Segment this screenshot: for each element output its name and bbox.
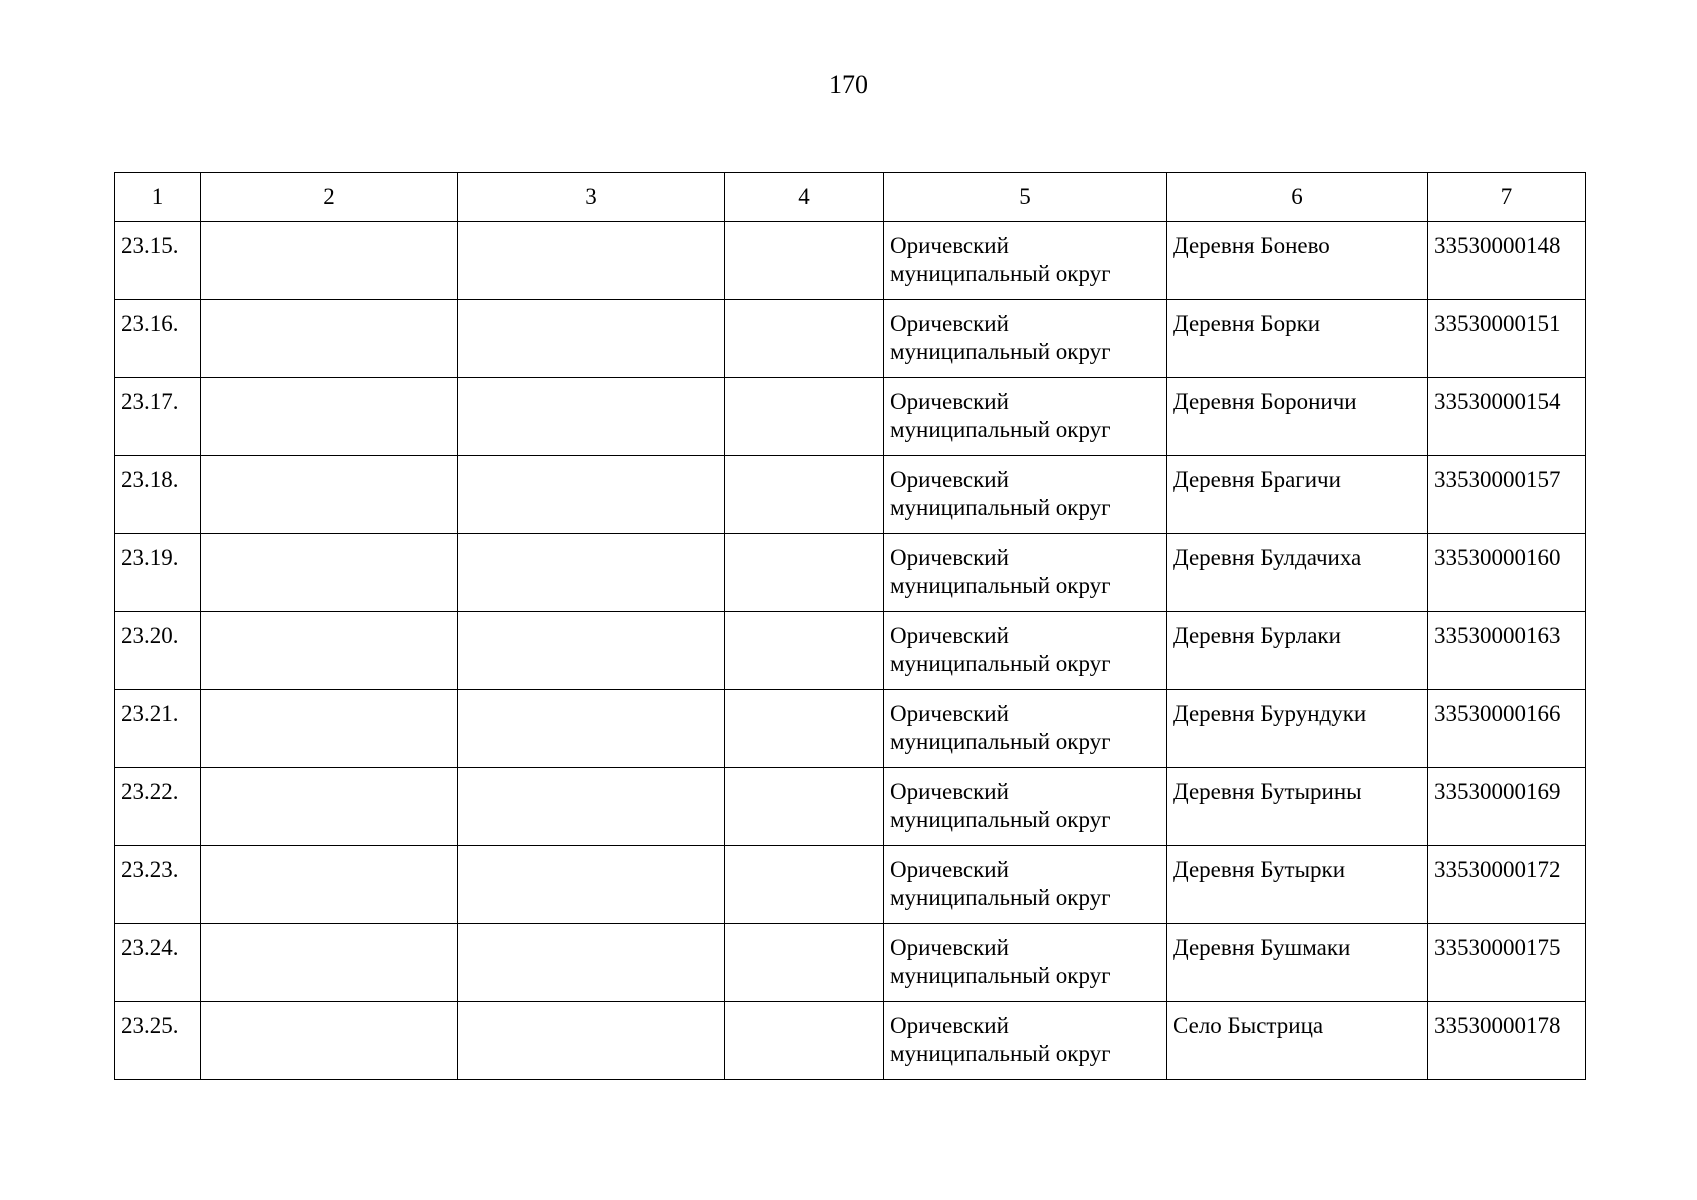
row-number-cell: 23.24.	[115, 924, 201, 1002]
table-row	[115, 378, 1586, 456]
code-cell: 33530000160	[1428, 534, 1586, 612]
table-row	[115, 222, 1586, 300]
code-cell: 33530000163	[1428, 612, 1586, 690]
empty-cell	[458, 768, 725, 846]
row-number-cell: 23.21.	[115, 690, 201, 768]
code-cell: 33530000178	[1428, 1002, 1586, 1080]
empty-cell	[201, 222, 458, 300]
code-cell: 33530000154	[1428, 378, 1586, 456]
empty-cell	[725, 300, 884, 378]
code-cell: 33530000172	[1428, 846, 1586, 924]
table-row	[115, 768, 1586, 846]
table-row	[115, 612, 1586, 690]
settlement-cell: Деревня Булдачиха	[1167, 534, 1428, 612]
empty-cell	[201, 1002, 458, 1080]
code-cell: 33530000166	[1428, 690, 1586, 768]
row-number-cell: 23.15.	[115, 222, 201, 300]
settlement-cell: Деревня Борки	[1167, 300, 1428, 378]
table-row	[115, 300, 1586, 378]
district-cell: Оричевский муниципальный округ	[884, 612, 1167, 690]
empty-cell	[725, 456, 884, 534]
row-number-cell: 23.18.	[115, 456, 201, 534]
empty-cell	[201, 300, 458, 378]
table-row	[115, 690, 1586, 768]
empty-cell	[201, 846, 458, 924]
row-number-cell: 23.19.	[115, 534, 201, 612]
settlement-cell: Деревня Бонево	[1167, 222, 1428, 300]
district-cell: Оричевский муниципальный округ	[884, 534, 1167, 612]
row-number-cell: 23.25.	[115, 1002, 201, 1080]
empty-cell	[725, 768, 884, 846]
empty-cell	[458, 924, 725, 1002]
row-number-cell: 23.20.	[115, 612, 201, 690]
table-row	[115, 534, 1586, 612]
empty-cell	[201, 534, 458, 612]
code-cell: 33530000148	[1428, 222, 1586, 300]
row-number-cell: 23.16.	[115, 300, 201, 378]
settlement-cell: Деревня Бурлаки	[1167, 612, 1428, 690]
district-cell: Оричевский муниципальный округ	[884, 924, 1167, 1002]
empty-cell	[201, 768, 458, 846]
table-row	[115, 846, 1586, 924]
district-cell: Оричевский муниципальный округ	[884, 456, 1167, 534]
empty-cell	[458, 222, 725, 300]
code-cell: 33530000169	[1428, 768, 1586, 846]
page-number: 170	[829, 70, 868, 99]
table-row	[115, 456, 1586, 534]
empty-cell	[458, 300, 725, 378]
empty-cell	[725, 1002, 884, 1080]
code-cell: 33530000157	[1428, 456, 1586, 534]
settlement-cell: Деревня Брагичи	[1167, 456, 1428, 534]
settlement-cell: Деревня Бороничи	[1167, 378, 1428, 456]
table-row	[115, 924, 1586, 1002]
column-header-7: 7	[1428, 173, 1586, 222]
district-cell: Оричевский муниципальный округ	[884, 846, 1167, 924]
row-number-cell: 23.17.	[115, 378, 201, 456]
empty-cell	[725, 846, 884, 924]
settlement-cell: Деревня Бутырины	[1167, 768, 1428, 846]
empty-cell	[201, 378, 458, 456]
settlement-cell: Село Быстрица	[1167, 1002, 1428, 1080]
empty-cell	[458, 456, 725, 534]
row-number-cell: 23.22.	[115, 768, 201, 846]
empty-cell	[725, 924, 884, 1002]
settlement-cell: Деревня Бушмаки	[1167, 924, 1428, 1002]
code-cell: 33530000175	[1428, 924, 1586, 1002]
code-cell: 33530000151	[1428, 300, 1586, 378]
district-cell: Оричевский муниципальный округ	[884, 768, 1167, 846]
empty-cell	[725, 378, 884, 456]
empty-cell	[458, 378, 725, 456]
district-cell: Оричевский муниципальный округ	[884, 300, 1167, 378]
district-cell: Оричевский муниципальный округ	[884, 690, 1167, 768]
row-number-cell: 23.23.	[115, 846, 201, 924]
column-header-2: 2	[201, 173, 458, 222]
empty-cell	[458, 612, 725, 690]
table-row	[115, 1002, 1586, 1080]
column-header-3: 3	[458, 173, 725, 222]
empty-cell	[458, 690, 725, 768]
empty-cell	[458, 846, 725, 924]
column-header-4: 4	[725, 173, 884, 222]
empty-cell	[725, 690, 884, 768]
district-cell: Оричевский муниципальный округ	[884, 1002, 1167, 1080]
settlement-cell: Деревня Бурундуки	[1167, 690, 1428, 768]
empty-cell	[458, 1002, 725, 1080]
district-cell: Оричевский муниципальный округ	[884, 378, 1167, 456]
empty-cell	[201, 690, 458, 768]
empty-cell	[458, 534, 725, 612]
district-cell: Оричевский муниципальный округ	[884, 222, 1167, 300]
empty-cell	[725, 534, 884, 612]
table-header-row	[115, 173, 1586, 222]
empty-cell	[201, 456, 458, 534]
column-header-6: 6	[1167, 173, 1428, 222]
registry-table	[114, 172, 1586, 1080]
settlement-cell: Деревня Бутырки	[1167, 846, 1428, 924]
column-header-1: 1	[115, 173, 201, 222]
empty-cell	[725, 612, 884, 690]
empty-cell	[725, 222, 884, 300]
column-header-5: 5	[884, 173, 1167, 222]
empty-cell	[201, 924, 458, 1002]
empty-cell	[201, 612, 458, 690]
